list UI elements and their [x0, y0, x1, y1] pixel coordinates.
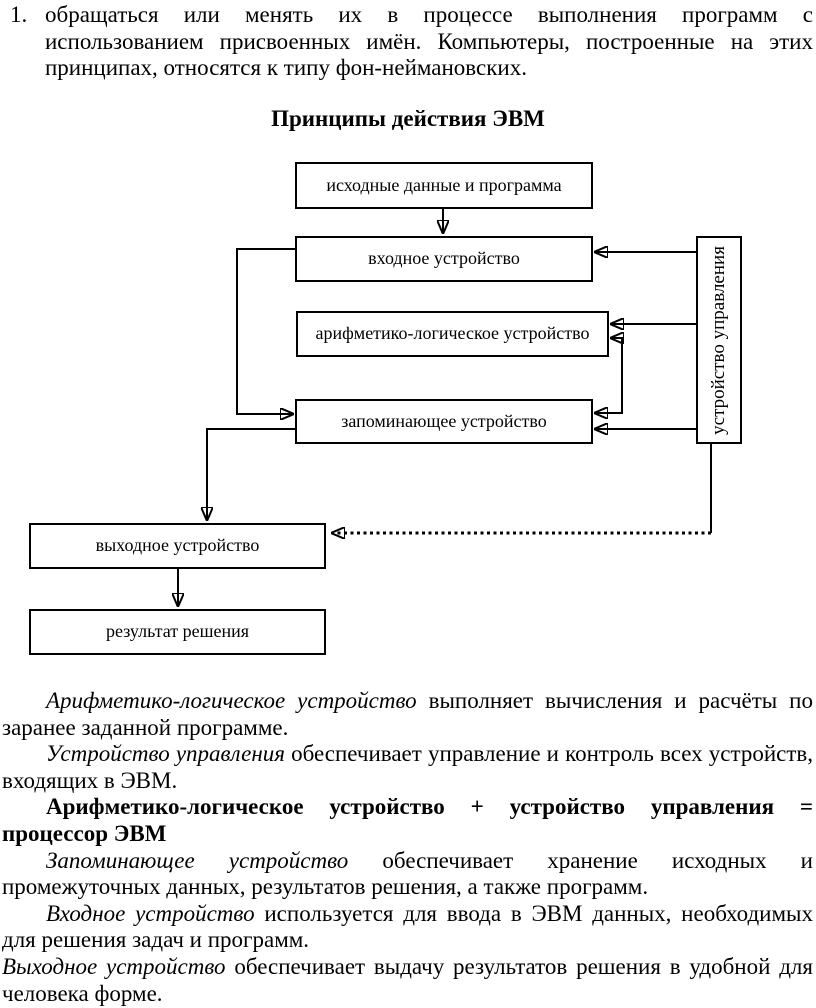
paragraph-output-device-rest: обеспечивает выдачу результатов решения в удобной для человека форме.	[2, 953, 813, 1006]
term-memory: Запоминающее устройство	[46, 847, 349, 873]
arrow-input-to-memory	[237, 249, 295, 414]
paragraph-processor-formula-text: Арифметико-логическое устройство + устройство управления = процессор ЭВМ	[2, 794, 813, 846]
list-item-text: обращаться или менять их в процессе выполнения программ с использованием присвоенных имён. Компьютеры, построенные на этих принципах, относятся к типу фон-неймановских.	[45, 2, 813, 81]
paragraph-alu	[2, 688, 813, 741]
paragraph-alu-rest: выполняет вычисления и расчёты по заранее заданной программе.	[2, 688, 813, 740]
paragraph-memory	[2, 848, 813, 901]
diagram-box-source-data-label: исходные данные и программа	[326, 174, 562, 195]
diagram-box-output-device	[29, 523, 326, 569]
diagram-box-alu-label: арифметико-логическое устройство	[315, 323, 590, 344]
term-input-device: Входное устройство	[46, 900, 255, 926]
paragraph-input-device	[2, 901, 813, 954]
page-title: Принципы действия ЭВМ	[271, 106, 545, 131]
diagram-box-control-unit-label: устройство управления	[707, 245, 729, 435]
list-item-number: 1.	[10, 2, 28, 27]
diagram-box-result-label: результат решения	[105, 621, 249, 642]
diagram-box-memory-label: запоминающее устройство	[341, 410, 547, 431]
diagram-box-input-device	[295, 236, 593, 282]
paragraph-output-device	[2, 954, 813, 1007]
arrow-memory-to-alu	[611, 338, 622, 412]
diagram-box-memory	[295, 399, 593, 444]
diagram-box-control-unit	[696, 236, 742, 444]
diagram-box-source-data	[295, 162, 593, 209]
term-alu: Арифметико-логическое устройство	[46, 688, 417, 713]
diagram-box-result	[29, 609, 326, 655]
paragraph-memory-rest: обеспечивает хранение исходных и промежуточных данных, результатов решения, а также программ.	[2, 847, 813, 900]
body-text	[2, 688, 813, 1007]
paragraph-control-unit-rest: обеспечивает управление и контроль всех устройств, входящих в ЭВМ.	[2, 741, 813, 793]
diagram-box-input-device-label: входное устройство	[368, 248, 520, 269]
paragraph-processor-formula	[2, 794, 813, 847]
paragraph-input-device-rest: используется для ввода в ЭВМ данных, необходимых для решения задач и программ.	[2, 900, 814, 953]
diagram-box-alu	[296, 311, 609, 357]
paragraph-control-unit	[2, 741, 813, 794]
term-output-device: Выходное устройство	[2, 953, 226, 979]
diagram-box-output-device-label: выходное устройство	[95, 535, 260, 556]
arrow-memory-to-output	[207, 429, 295, 520]
term-control-unit: Устройство управления	[46, 741, 285, 767]
